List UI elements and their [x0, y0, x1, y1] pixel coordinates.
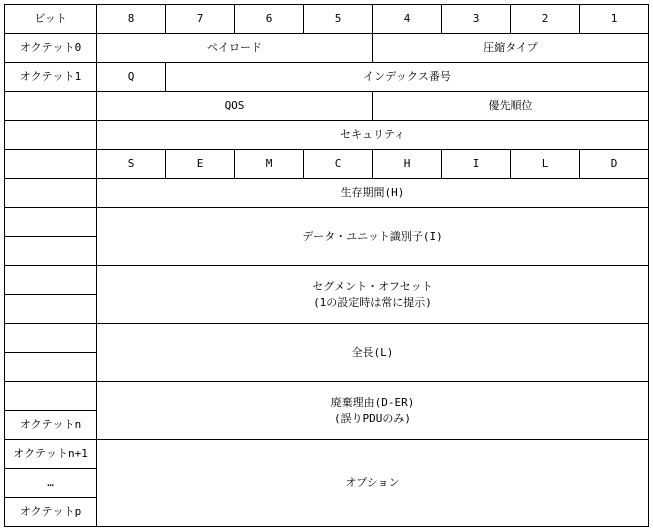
data-unit-id-label-a	[5, 208, 97, 237]
security-row-label	[5, 121, 97, 150]
options-row-a	[5, 440, 649, 469]
pdu-format-diagram	[4, 4, 649, 527]
bit-header-row	[5, 5, 649, 34]
flag-h: H	[373, 150, 442, 179]
payload-field: ペイロード	[97, 34, 373, 63]
compression-type-field: 圧縮タイプ	[373, 34, 649, 63]
octet0-row	[5, 34, 649, 63]
discard-reason-label-a	[5, 382, 97, 411]
lifetime-field: 生存期間(H)	[97, 179, 649, 208]
pdu-format-table	[4, 4, 649, 527]
discard-reason-field	[97, 382, 649, 440]
data-unit-id-row-a	[5, 208, 649, 237]
flag-l: L	[511, 150, 580, 179]
segment-offset-row-a	[5, 266, 649, 295]
flags-row	[5, 150, 649, 179]
bit-7: 7	[166, 5, 235, 34]
q-field: Q	[97, 63, 166, 92]
bit-3: 3	[442, 5, 511, 34]
octet1-label: オクテット1	[5, 63, 97, 92]
flag-e: E	[166, 150, 235, 179]
octet-p-label: オクテットp	[5, 498, 97, 527]
flag-s: S	[97, 150, 166, 179]
lifetime-row-label	[5, 179, 97, 208]
octet-n1-label: オクテットn+1	[5, 440, 97, 469]
bit-1: 1	[580, 5, 649, 34]
octet1-row	[5, 63, 649, 92]
total-length-label-b	[5, 353, 97, 382]
flag-m: M	[235, 150, 304, 179]
segment-offset-label-b	[5, 295, 97, 324]
segment-offset-label-a	[5, 266, 97, 295]
segment-offset-field	[97, 266, 649, 324]
octet0-label: オクテット0	[5, 34, 97, 63]
bit-2: 2	[511, 5, 580, 34]
total-length-row-a	[5, 324, 649, 353]
security-field: セキュリティ	[97, 121, 649, 150]
security-row	[5, 121, 649, 150]
bit-4: 4	[373, 5, 442, 34]
options-field: オプション	[97, 440, 649, 527]
data-unit-id-label-b	[5, 237, 97, 266]
discard-reason-note: (誤りPDUのみ)	[333, 411, 412, 425]
qos-row	[5, 92, 649, 121]
flags-row-label	[5, 150, 97, 179]
bit-8: 8	[97, 5, 166, 34]
lifetime-row	[5, 179, 649, 208]
segment-offset-note: (1の設定時は常に提示)	[313, 295, 432, 309]
index-number-field: インデックス番号	[166, 63, 649, 92]
segment-offset-text: セグメント・オフセット	[312, 279, 433, 293]
bit-5: 5	[304, 5, 373, 34]
bit-6: 6	[235, 5, 304, 34]
discard-reason-row-a	[5, 382, 649, 411]
octet-n-label: オクテットn	[5, 411, 97, 440]
bit-header-label: ビット	[5, 5, 97, 34]
total-length-field: 全長(L)	[97, 324, 649, 382]
qos-field: QOS	[97, 92, 373, 121]
discard-reason-text: 廃棄理由(D-ER)	[330, 395, 415, 409]
flag-i: I	[442, 150, 511, 179]
data-unit-id-field: データ・ユニット識別子(I)	[97, 208, 649, 266]
priority-field: 優先順位	[373, 92, 649, 121]
qos-row-label	[5, 92, 97, 121]
flag-d: D	[580, 150, 649, 179]
flag-c: C	[304, 150, 373, 179]
options-ellipsis: …	[5, 469, 97, 498]
total-length-label-a	[5, 324, 97, 353]
